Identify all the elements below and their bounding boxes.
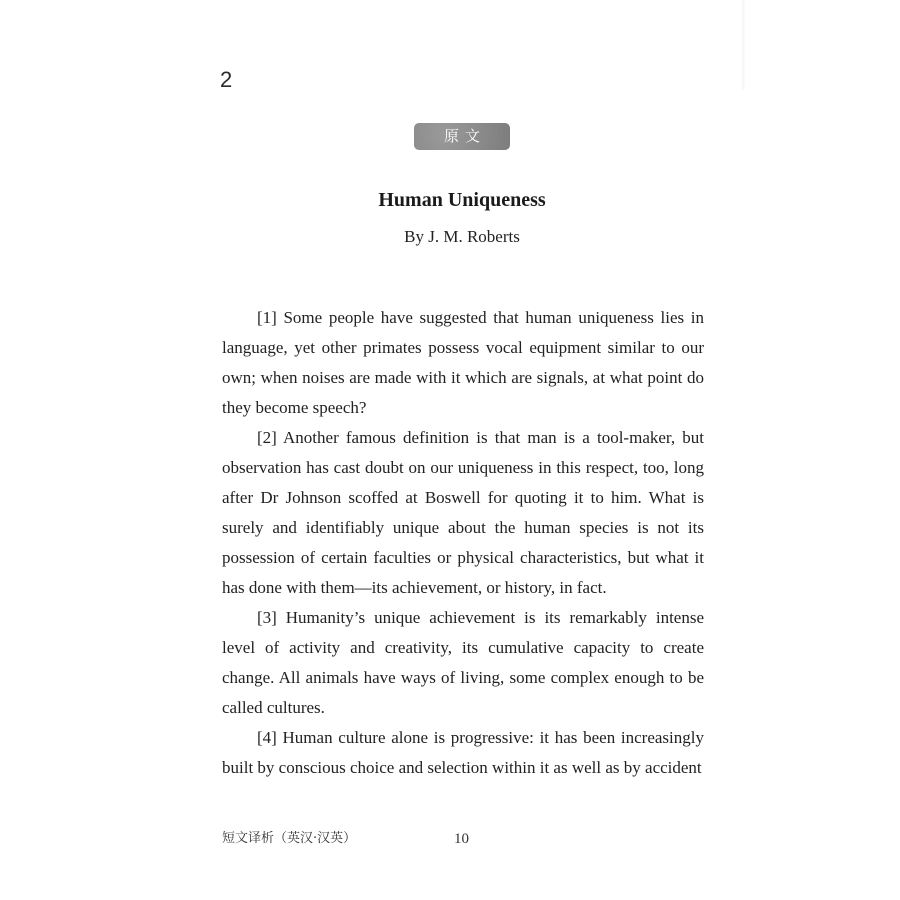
article-title: Human Uniqueness [378,189,546,211]
footer-page-number: 10 [454,831,469,847]
paragraph-3: [3] Humanity’s unique achievement is its remarkably intense level of activity and creativity, its cumulative capacity to create change. All animals have ways of living, some complex enough to be called cultures. [222,608,704,717]
chapter-number: 2 [220,67,233,92]
page-edge-shadow [742,0,746,90]
paragraph-1: [1] Some people have suggested that human uniqueness lies in language, yet other primates possess vocal equipment similar to our own; when noises are made with it which are signals, at what point do they become speech? [222,308,704,417]
article-body [222,303,704,783]
paragraph-4: [4] Human culture alone is progressive: it has been increasingly built by conscious choice and selection within it as well as by accident [222,728,704,777]
paragraph-2: [2] Another famous definition is that man is a tool-maker, but observation has cast doubt on our uniqueness in this respect, too, long after Dr Johnson scoffed at Boswell for quoting it to him. What is surely and identifiably unique about the human species is not its possession of certain faculties or physical characteristics, but what it has done with them—its achievement, or history, in fact. [222,428,704,597]
article-byline: By J. M. Roberts [404,227,520,246]
footer-book-title: 短文译析（英汉·汉英） [222,831,357,846]
section-label-badge: 原文 [414,123,510,150]
